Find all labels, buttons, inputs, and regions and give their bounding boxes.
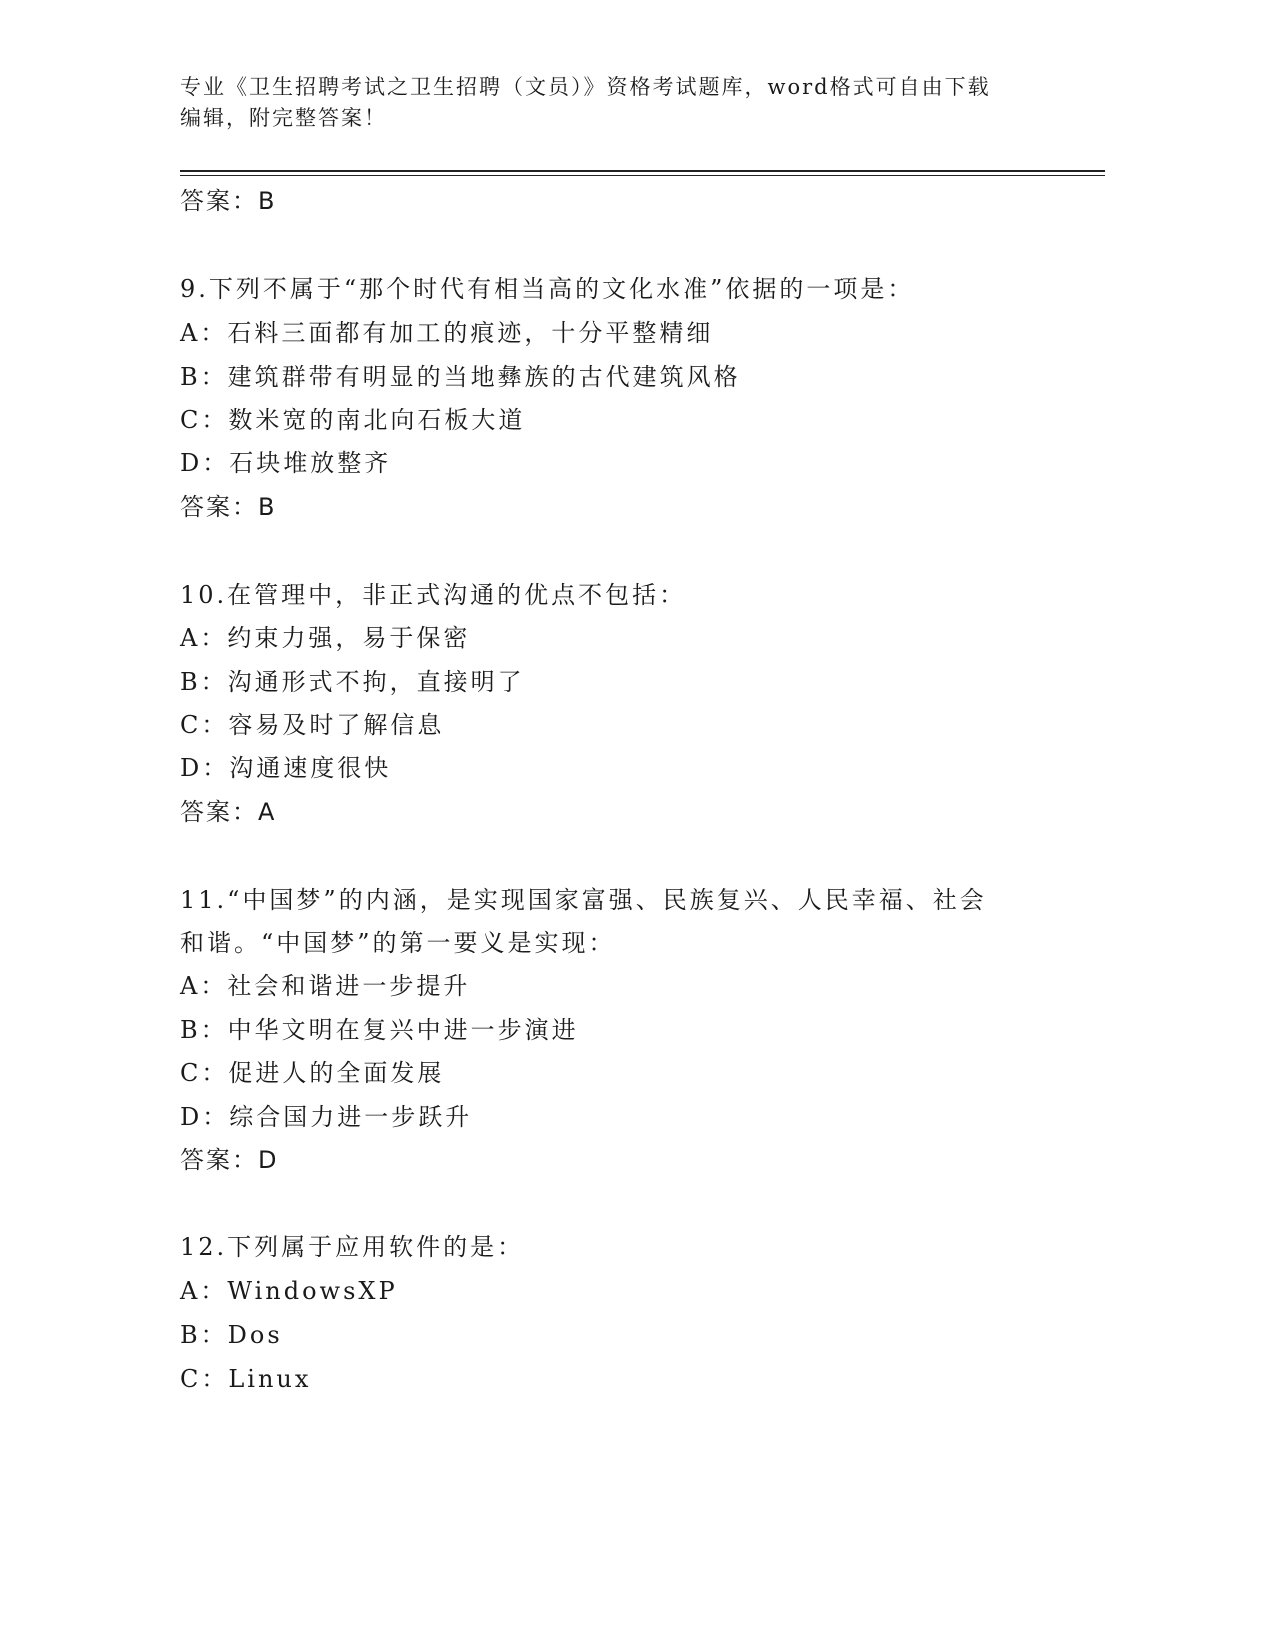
question-11-option-a: A：社会和谐进一步提升 xyxy=(180,972,471,1000)
question-10-option-c: C：容易及时了解信息 xyxy=(180,711,445,739)
question-9-option-b: B：建筑群带有明显的当地彝族的古代建筑风格 xyxy=(180,363,741,391)
question-9-option-a: A：石料三面都有加工的痕迹，十分平整精细 xyxy=(180,319,714,347)
question-11-stem-line-1: 11.“中国梦”的内涵，是实现国家富强、民族复兴、人民幸福、社会 xyxy=(180,886,987,914)
question-12-option-c: C：Linux xyxy=(180,1365,312,1393)
question-11-stem-line-2: 和谐。“中国梦”的第一要义是实现： xyxy=(180,929,616,957)
question-10-option-d: D：沟通速度很快 xyxy=(180,754,392,782)
question-9-stem: 9.下列不属于“那个时代有相当高的文化水准”依据的一项是： xyxy=(180,275,915,303)
question-10-option-a: A：约束力强，易于保密 xyxy=(180,624,471,652)
question-9-answer: 答案：B xyxy=(180,493,277,521)
header-line-2: 编辑，附完整答案！ xyxy=(180,106,387,130)
document-header xyxy=(180,72,1040,134)
question-12-option-a: A：WindowsXP xyxy=(180,1277,398,1305)
question-11-option-c: C：促进人的全面发展 xyxy=(180,1059,445,1087)
question-12-stem: 12.下列属于应用软件的是： xyxy=(180,1233,525,1261)
question-11-option-d: D：综合国力进一步跃升 xyxy=(180,1103,473,1131)
question-12-option-b: B：Dos xyxy=(180,1321,283,1349)
header-line-1: 专业《卫生招聘考试之卫生招聘（文员）》资格考试题库，word格式可自由下载 xyxy=(180,75,991,99)
question-9-option-d: D：石块堆放整齐 xyxy=(180,449,392,477)
question-11-option-b: B：中华文明在复兴中进一步演进 xyxy=(180,1016,579,1044)
question-9-option-c: C：数米宽的南北向石板大道 xyxy=(180,406,526,434)
header-divider-thick xyxy=(180,170,1105,172)
question-11-answer: 答案：D xyxy=(180,1146,279,1174)
question-10-option-b: B：沟通形式不拘，直接明了 xyxy=(180,668,525,696)
answer-previous: 答案：B xyxy=(180,187,277,215)
header-divider-thin xyxy=(180,175,1105,176)
question-10-stem: 10.在管理中，非正式沟通的优点不包括： xyxy=(180,581,687,609)
question-10-answer: 答案：A xyxy=(180,798,277,826)
